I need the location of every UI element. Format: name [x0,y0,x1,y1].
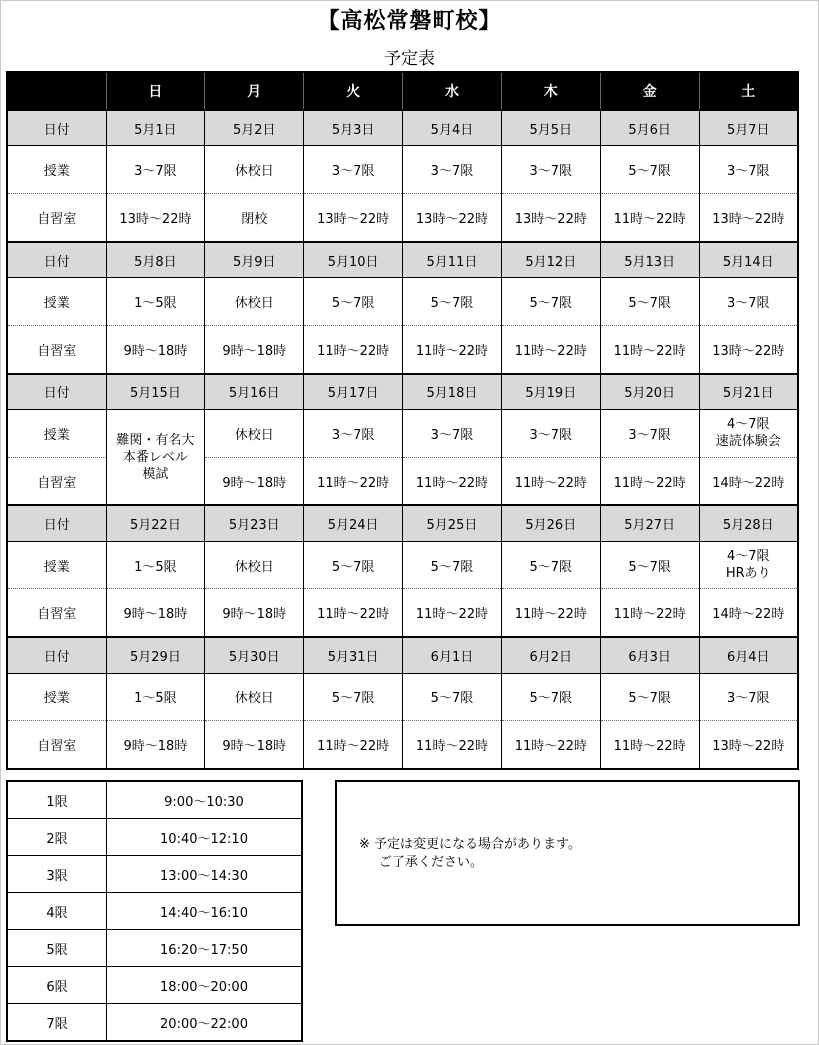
date-cell: 5月28日 [699,505,798,541]
date-cell: 5月19日 [501,374,600,410]
study-room-cell: 9時～18時 [205,721,304,769]
row-label-room: 自習室 [7,589,106,637]
study-room-cell: 11時～22時 [304,325,403,373]
date-cell: 5月2日 [205,110,304,146]
class-cell: 1～5限 [106,541,205,589]
date-cell: 5月9日 [205,242,304,278]
period-name: 2限 [7,819,107,856]
study-room-cell: 13時～22時 [304,194,403,242]
date-cell: 5月1日 [106,110,205,146]
date-cell: 6月4日 [699,637,798,673]
date-cell: 5月20日 [600,374,699,410]
row-label-room: 自習室 [7,721,106,769]
date-cell: 5月22日 [106,505,205,541]
row-label-room: 自習室 [7,194,106,242]
period-name: 3限 [7,856,107,893]
row-label-date: 日付 [7,110,106,146]
study-room-cell: 11時～22時 [304,457,403,505]
class-cell: 休校日 [205,410,304,458]
class-cell: 5～7限 [403,673,502,721]
page-title: 【高松常磐町校】 [317,9,502,34]
study-room-cell: 9時～18時 [205,325,304,373]
period-row [7,781,302,819]
sunday-event-cell [106,410,205,506]
period-name: 7限 [7,1004,107,1042]
date-cell: 5月25日 [403,505,502,541]
weekday-sun: 日 [106,72,205,110]
study-room-cell: 13時～22時 [699,194,798,242]
study-room-cell: 11時～22時 [501,721,600,769]
class-row [7,410,798,458]
event-line: 模試 [142,466,169,482]
period-name: 5限 [7,930,107,967]
notice-line-2: ご了承ください。 [379,855,484,870]
row-label-date: 日付 [7,374,106,410]
date-cell: 5月4日 [403,110,502,146]
class-cell: 3～7限 [699,146,798,194]
date-cell: 5月27日 [600,505,699,541]
study-room-row [7,325,798,373]
class-cell: 5～7限 [501,278,600,326]
row-label-room: 自習室 [7,325,106,373]
weekday-sat: 土 [699,72,798,110]
study-room-row [7,721,798,769]
period-time: 18:00～20:00 [107,967,303,1004]
period-name: 6限 [7,967,107,1004]
class-cell: 5～7限 [403,541,502,589]
study-room-cell: 9時～18時 [205,589,304,637]
class-cell: 1～5限 [106,673,205,721]
study-room-cell: 11時～22時 [403,457,502,505]
study-room-cell: 11時～22時 [403,589,502,637]
date-cell: 5月10日 [304,242,403,278]
class-cell: 休校日 [205,541,304,589]
class-cell: 3～7限 [501,410,600,458]
date-row [7,110,798,146]
study-room-cell: 13時～22時 [699,325,798,373]
class-cell: 3～7限 [106,146,205,194]
class-cell: 5～7限 [501,541,600,589]
period-name: 4限 [7,893,107,930]
study-room-cell: 14時～22時 [699,589,798,637]
class-cell-line: HRあり [725,566,771,582]
study-room-row [7,589,798,637]
study-room-cell: 11時～22時 [600,589,699,637]
date-cell: 5月17日 [304,374,403,410]
period-row [7,856,302,893]
study-room-cell: 9時～18時 [106,325,205,373]
row-label-class: 授業 [7,146,106,194]
study-room-cell: 11時～22時 [600,457,699,505]
date-cell: 5月6日 [600,110,699,146]
class-cell [699,410,798,458]
study-room-cell: 11時～22時 [600,325,699,373]
date-cell: 5月8日 [106,242,205,278]
period-row [7,967,302,1004]
class-cell: 3～7限 [699,278,798,326]
study-room-cell: 14時～22時 [699,457,798,505]
period-time: 9:00～10:30 [107,781,303,819]
date-cell: 5月16日 [205,374,304,410]
date-cell: 5月31日 [304,637,403,673]
class-cell: 休校日 [205,278,304,326]
class-cell: 5～7限 [600,541,699,589]
study-room-cell: 13時～22時 [501,194,600,242]
study-room-cell: 11時～22時 [403,325,502,373]
class-cell: 5～7限 [304,673,403,721]
date-cell: 5月5日 [501,110,600,146]
study-room-cell: 9時～18時 [106,721,205,769]
period-time: 14:40～16:10 [107,893,303,930]
date-cell: 5月14日 [699,242,798,278]
date-cell: 5月30日 [205,637,304,673]
date-cell: 5月29日 [106,637,205,673]
class-cell: 休校日 [205,673,304,721]
class-cell: 3～7限 [403,410,502,458]
period-time: 10:40～12:10 [107,819,303,856]
study-room-cell: 11時～22時 [304,721,403,769]
class-cell: 1～5限 [106,278,205,326]
class-cell: 5～7限 [600,146,699,194]
class-cell: 3～7限 [304,410,403,458]
date-cell: 5月15日 [106,374,205,410]
row-label-class: 授業 [7,278,106,326]
date-cell: 5月23日 [205,505,304,541]
class-cell: 休校日 [205,146,304,194]
class-row [7,541,798,589]
notice-box [335,780,800,926]
date-row [7,637,798,673]
event-line: 本番レベル [122,449,188,465]
study-room-cell: 11時～22時 [600,194,699,242]
weekday-tue: 火 [304,72,403,110]
event-line: 難関・有名大 [116,432,195,448]
date-cell: 6月2日 [501,637,600,673]
notice-text [359,836,581,872]
class-cell: 3～7限 [403,146,502,194]
date-cell: 6月1日 [403,637,502,673]
row-label-class: 授業 [7,673,106,721]
period-time: 13:00～14:30 [107,856,303,893]
row-label-class: 授業 [7,410,106,458]
date-cell: 5月21日 [699,374,798,410]
date-cell: 6月3日 [600,637,699,673]
study-room-cell: 11時～22時 [501,457,600,505]
date-cell: 5月7日 [699,110,798,146]
class-cell-line: 4～7限 [727,549,770,565]
study-room-cell: 11時～22時 [501,325,600,373]
row-label-room: 自習室 [7,457,106,505]
date-cell: 5月11日 [403,242,502,278]
class-cell [699,541,798,589]
weekday-thu: 木 [501,72,600,110]
period-row [7,930,302,967]
class-cell: 5～7限 [403,278,502,326]
period-times-table [6,780,303,1042]
period-time: 20:00～22:00 [107,1004,303,1042]
class-row [7,278,798,326]
date-row [7,505,798,541]
class-cell: 3～7限 [699,673,798,721]
weekday-fri: 金 [600,72,699,110]
study-room-cell: 9時～18時 [106,589,205,637]
date-row [7,374,798,410]
weekday-wed: 水 [403,72,502,110]
study-room-row [7,194,798,242]
study-room-cell: 閉校 [205,194,304,242]
date-cell: 5月13日 [600,242,699,278]
class-row [7,146,798,194]
date-cell: 5月18日 [403,374,502,410]
period-time: 16:20～17:50 [107,930,303,967]
study-room-cell: 11時～22時 [304,589,403,637]
date-cell: 5月24日 [304,505,403,541]
row-label-date: 日付 [7,637,106,673]
period-name: 1限 [7,781,107,819]
study-room-cell: 13時～22時 [699,721,798,769]
class-cell: 5～7限 [600,278,699,326]
study-room-cell: 11時～22時 [501,589,600,637]
period-row [7,1004,302,1042]
row-label-date: 日付 [7,505,106,541]
period-row [7,819,302,856]
study-room-cell: 11時～22時 [600,721,699,769]
date-cell: 5月12日 [501,242,600,278]
class-cell-line: 速読体験会 [715,434,781,450]
header-corner [7,72,106,110]
study-room-cell: 11時～22時 [403,721,502,769]
weekday-header-row [7,72,798,110]
class-cell: 5～7限 [304,541,403,589]
weekday-mon: 月 [205,72,304,110]
class-cell: 5～7限 [501,673,600,721]
class-cell: 5～7限 [304,278,403,326]
study-room-cell: 9時～18時 [205,457,304,505]
period-row [7,893,302,930]
date-row [7,242,798,278]
date-cell: 5月3日 [304,110,403,146]
row-label-class: 授業 [7,541,106,589]
class-cell: 5～7限 [600,673,699,721]
class-cell-line: 4～7限 [727,417,770,433]
study-room-cell: 13時～22時 [106,194,205,242]
class-row [7,673,798,721]
class-cell: 3～7限 [600,410,699,458]
row-label-date: 日付 [7,242,106,278]
page-subtitle: 予定表 [384,49,435,69]
date-cell: 5月26日 [501,505,600,541]
schedule-table [6,71,799,770]
study-room-cell: 13時～22時 [403,194,502,242]
class-cell: 3～7限 [304,146,403,194]
class-cell: 3～7限 [501,146,600,194]
notice-line-1: ※ 予定は変更になる場合があります。 [359,837,581,852]
